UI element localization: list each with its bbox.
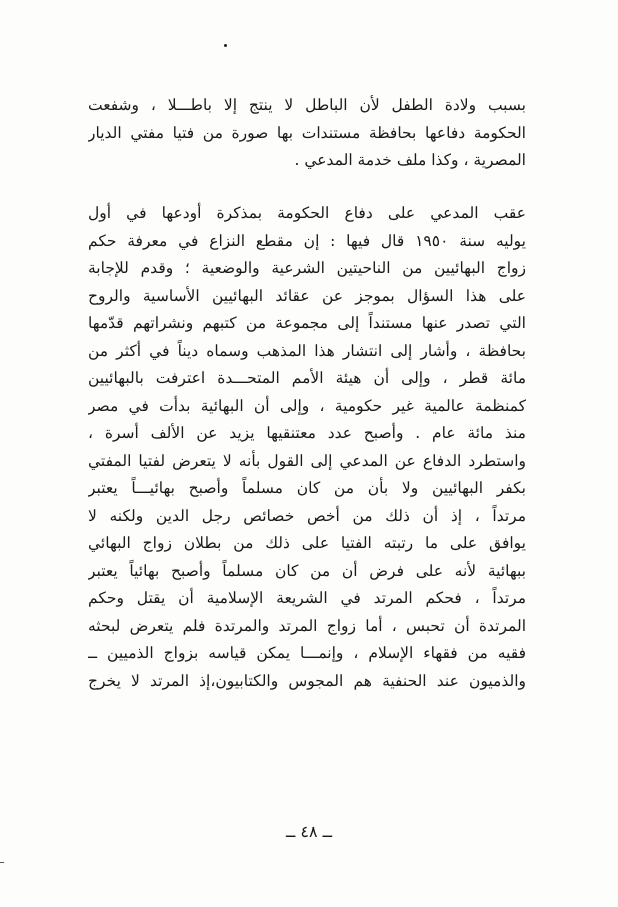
paragraph-main xyxy=(88,200,526,695)
text-line: بحافظة ، وأشار إلى انتشار هذا المذهب وسماه ديناً في أكثر من xyxy=(88,341,526,360)
text-line: يوافق على ما رتبته الفتيا على ذلك من بطلان زواج البهائي xyxy=(88,534,526,552)
ink-dot xyxy=(224,44,227,47)
text-line: عقب المدعي على دفاع الحكومة بمذكرة أودعها في أول xyxy=(88,204,526,222)
text-line: زواج البهائيين من الناحيتين الشرعية والوضعية ؛ وقدم للإجابة xyxy=(88,259,526,277)
text-line: منذ مائة عام . وأصبح عدد معتنقيها يزيد عن الألف أسرة ، xyxy=(88,424,526,442)
text-line: بسبب ولادة الطفل لأن الباطل لا ينتج إلا باطـــلا ، وشفعت xyxy=(88,96,526,114)
text-line: على هذا السؤال بموجز عن عقائد البهائيين الأساسية والروح xyxy=(88,286,526,305)
text-line: مائة قطر ، وإلى أن هيئة الأمم المتحـــدة اعترفت بالبهائيين xyxy=(88,369,526,387)
text-line: مرتداً ، إذ أن ذلك من أخص خصائص رجل الدين ولكنه لا xyxy=(88,506,526,525)
text-line: مرتداً ، فحكم المرتد في الشريعة الإسلامية أن يقتل وحكم xyxy=(88,589,526,607)
text-line: واستطرد الدفاع عن المدعي إلى القول بأنه لا يتعرض لفتيا المفتي xyxy=(88,451,526,470)
text-line: والذميون عند الحنفية هم المجوس والكتابيون،إذ المرتد لا يخرج xyxy=(88,671,526,690)
paragraph-continued xyxy=(88,92,526,175)
edge-mark xyxy=(0,862,4,863)
text-line: المصرية ، وكذا ملف خدمة المدعي . xyxy=(294,151,526,169)
text-line: ببهائية لأنه على فرض أن من كان مسلماً وأصبح بهائياً يعتبر xyxy=(88,561,526,580)
text-line: المرتدة أن تحبس ، أما زواج المرتد والمرتدة فلم يتعرض لبحثه xyxy=(88,616,526,635)
text-line: كمنظمة عالمية غير حكومية ، وإلى أن البهائية بدأت في مصر xyxy=(88,396,526,415)
text-line: بكفر البهائيين ولا بأن من كان مسلماً وأصبح بهائيـــاً يعتبر xyxy=(88,479,526,497)
text-line: التي تصدر عنها مستنداً إلى مجموعة من كتبهم ونشراتهم قدّمها xyxy=(88,314,526,332)
text-line: فقيه من فقهاء الإسلام ، وإنمـــا يمكن قياسه بزواج الذميين ــ xyxy=(88,644,526,662)
text-line: يوليه سنة ١٩٥٠ قال فيها : إن مقطع النزاع في معرفة حكم xyxy=(88,231,526,250)
text-line: الحكومة دفاعها بحافظة مستندات بها صورة من فتيا مفتي الديار xyxy=(88,123,526,142)
page-number: ــ ٤٨ ــ xyxy=(285,822,333,841)
